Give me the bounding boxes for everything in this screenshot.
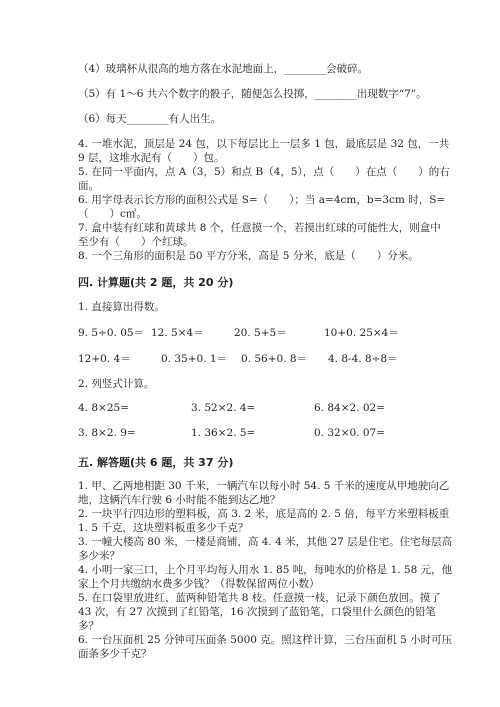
fill-item-5: （5）有 1～6 共六个数字的骰子，随便怎么投掷，________出现数字“7”。 [78, 88, 427, 100]
question-5-line-2: 面。 [78, 180, 99, 192]
problem-line: 5. 在口袋里放进红、蓝两种铅笔共 8 枝。任意摸一枝，记录下颜色放回。摸了 [78, 592, 441, 604]
problem-line: 面条多少千克？ [78, 648, 152, 660]
problem-line: 地，这辆汽车行驶 6 小时能不能到达乙地？ [78, 494, 281, 506]
fill-item-6: （6）每天________有人出生。 [78, 113, 222, 125]
question-8-line-1: 8. 一个三角形的面积是 50 平方分米，高是 5 分米，底是（ ）分米。 [78, 250, 419, 262]
problem-line: 1. 5 千克，这块塑料板重多少千克？ [78, 522, 249, 534]
fill-item-4: （4）玻璃杯从很高的地方落在水泥地面上，________会破碎。 [78, 63, 369, 75]
problem-line: 43 次，有 27 次摸到了红铅笔，16 次摸到了蓝铅笔，口袋里什么颜色的铅笔 [78, 606, 436, 618]
calc-item: 20. 5+5＝ [234, 327, 287, 339]
calc-item: 12+0. 4＝ [78, 353, 131, 365]
calc-item: 10+0. 25×4＝ [324, 327, 399, 339]
problem-line: 6. 一台压面机 25 分钟可压面条 5000 克。照这样计算，三台压面机 5 小时可压 [78, 634, 453, 646]
question-6-line-2: （ ）c㎡。 [78, 208, 147, 220]
calc-item: 6. 84×2. 02= [314, 402, 386, 414]
section-4-q2: 2. 列竖式计算。 [78, 378, 155, 390]
calc-item: 4. 8-4. 8÷8＝ [328, 353, 398, 365]
section-4-title: 四. 计算题(共 2 题，共 20 分) [78, 276, 234, 289]
problem-line: 3. 一幢大楼高 80 米，一楼是商铺，高 4. 4 米，其他 27 层是住宅。住宅每层高 [78, 536, 453, 548]
section-5-title: 五. 解答题(共 6 题，共 37 分) [78, 456, 234, 469]
problem-line: 多少米？ [78, 550, 120, 562]
section-4-q1: 1. 直接算出得数。 [78, 301, 165, 313]
calc-item: 4. 8×25= [78, 402, 129, 414]
calc-item: 0. 35+0. 1＝ [161, 353, 228, 365]
problem-line: 2. 一块平行四边形的塑料板，高 3. 2 米，底是高的 2. 5 倍，每平方米塑料板重 [78, 508, 450, 520]
question-4-line-1: 4. 一堆水泥，顶层是 24 包，以下每层比上一层多 1 包，最底层是 32 包，一共 [78, 138, 450, 150]
calc-item: 1. 36×2. 5= [191, 427, 256, 439]
question-7-line-1: 7. 盒中装有红球和黄球共 8 个，任意摸一个，若摸出红球的可能性大，则盒中 [78, 222, 441, 234]
question-4-line-2: 9 层，这堆水泥有（ ）包。 [78, 152, 225, 164]
calc-item: 9. 5÷0. 05＝ [78, 327, 145, 339]
question-7-line-2: 至少有（ ）个红球。 [78, 236, 194, 248]
question-5-line-1: 5. 在同一平面内，点 A（3，5）和点 B（4，5），点（ ）在点（ ）的右 [78, 166, 450, 178]
calc-item: 0. 32×0. 07= [314, 427, 386, 439]
calc-item: 0. 56+0. 8＝ [241, 353, 308, 365]
calc-item: 3. 8×2. 9= [78, 427, 136, 439]
problem-line: 1. 甲、乙两地相距 30 千米，一辆汽车以每小时 54. 5 千米的速度从甲地驶向乙 [78, 480, 450, 492]
problem-line: 家上个月共缴纳水费多少钱？（得数保留两位小数） [78, 578, 320, 590]
calc-item: 12. 5×4＝ [151, 327, 204, 339]
problem-line: 多？ [78, 620, 99, 632]
calc-item: 3. 52×2. 4= [191, 402, 256, 414]
problem-line: 4. 小明一家三口，上个月平均每人用水 1. 85 吨，每吨水的价格是 1. 58 元，他 [78, 564, 453, 576]
question-6-line-1: 6. 用字母表示长方形的面积公式是 S=（ ）；当 a=4cm，b=3cm 时，S= [78, 194, 446, 206]
